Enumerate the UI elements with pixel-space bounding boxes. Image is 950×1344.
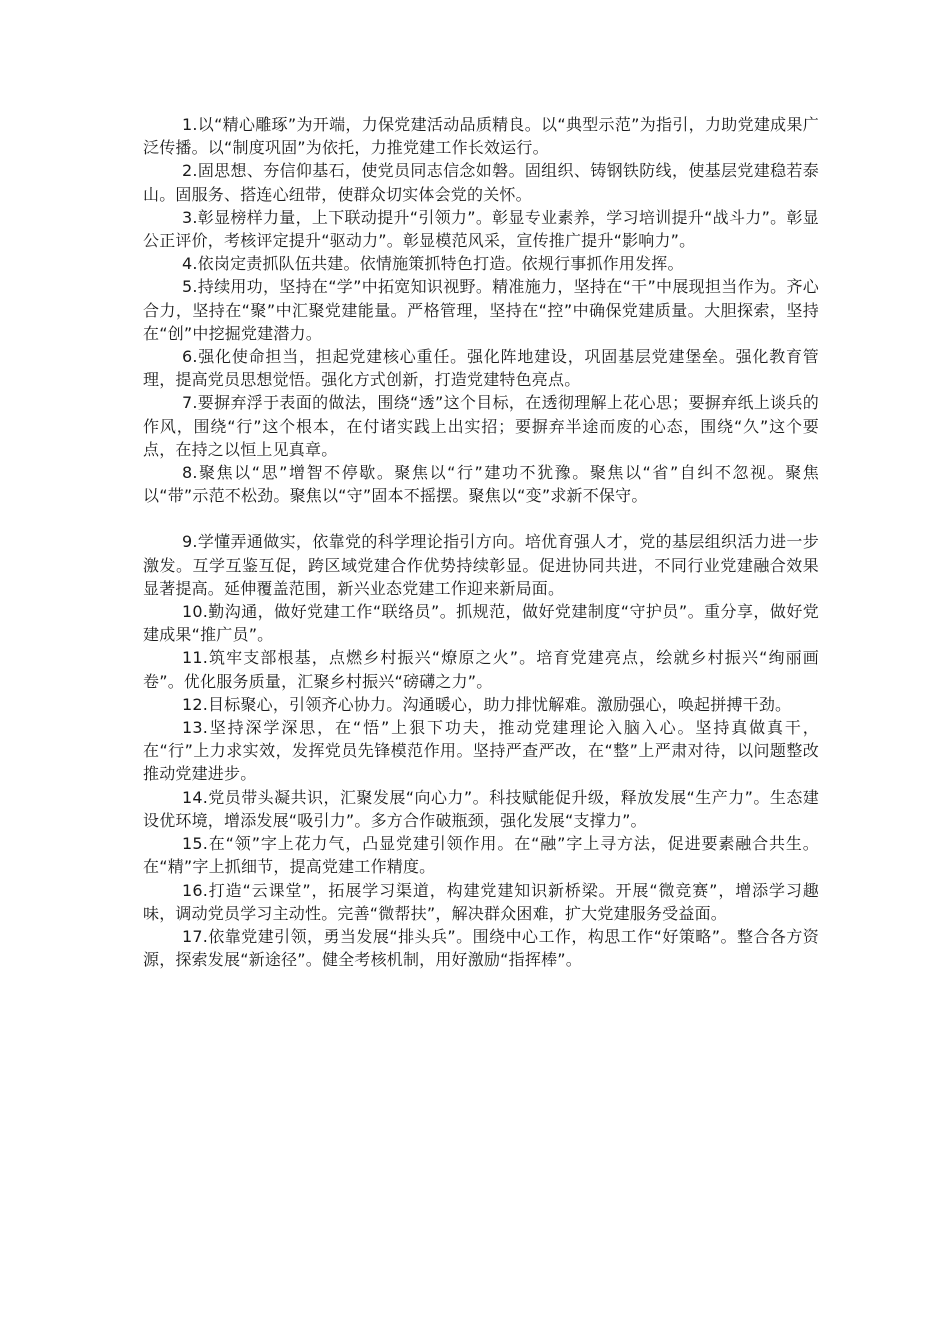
paragraph-4: 4.依岗定责抓队伍共建。依情施策抓特色打造。依规行事抓作用发挥。	[182, 254, 684, 274]
paragraph-3: 3.彰显榜样力量，上下联动提升“引领力”。彰显专业素养，学习培训提升“战斗力”。彰显公正评价，考核评定提升“驱动力”。彰显模范风采，宣传推广提升“影响力”。	[143, 207, 819, 251]
paragraph-1: 1.以“精心雕琢”为开端，力保党建活动品质精良。以“典型示范”为指引，力助党建成果广泛传播。以“制度巩固”为依托，力推党建工作长效运行。	[143, 115, 819, 158]
paragraph-13: 13.坚持深学深思，在“悟”上狠下功夫，推动党建理论入脑入心。坚持真做真干，在“行”上力求实效，发挥党员先锋模范作用。坚持严查严改，在“整”上严肃对待，以问题整改推动党建进步。	[143, 718, 819, 784]
paragraph-16: 16.打造“云课堂”，拓展学习渠道，构建党建知识新桥梁。开展“微竞赛”，增添学习趣味，调动党员学习主动性。完善“微帮扶”，解决群众困难，扩大党建服务受益面。	[143, 880, 819, 923]
paragraph-15: 15.在“领”字上花力气，凸显党建引领作用。在“融”字上寻方法，促进要素融合共生。在“精”字上抓细节，提高党建工作精度。	[143, 834, 819, 877]
paragraph-10: 10.勤沟通，做好党建工作“联络员”。抓规范，做好党建制度“守护员”。重分享，做好党建成果“推广员”。	[143, 602, 819, 645]
paragraph-12: 12.目标聚心，引领齐心协力。沟通暖心，助力排忧解难。激励强心，唤起拼搏干劲。	[182, 694, 792, 714]
paragraph-5: 5.持续用功，坚持在“学”中拓宽知识视野。精准施力，坚持在“干”中展现担当作为。齐心合力，坚持在“聚”中汇聚党建能量。严格管理，坚持在“控”中确保党建质量。大胆探索，坚持在“创”中挖掘党建潜力。	[143, 277, 819, 343]
paragraph-2: 2.固思想、夯信仰基石，使党员同志信念如磐。固组织、铸钢铁防线，使基层党建稳若泰山。固服务、搭连心纽带，使群众切实体会党的关怀。	[143, 161, 819, 204]
document-body	[143, 113, 819, 971]
paragraph-6: 6.强化使命担当，担起党建核心重任。强化阵地建设，巩固基层党建堡垒。强化教育管理，提高党员思想觉悟。强化方式创新，打造党建特色亮点。	[143, 347, 819, 390]
paragraph-7: 7.要摒弃浮于表面的做法，围绕“透”这个目标，在透彻理解上花心思；要摒弃纸上谈兵的作风，围绕“行”这个根本，在付诸实践上出实招；要摒弃半途而废的心态，围绕“久”这个要点，在持之以恒上见真章。	[143, 393, 819, 459]
paragraph-9: 9.学懂弄通做实，依靠党的科学理论指引方向。培优育强人才，党的基层组织活力进一步激发。互学互鉴互促，跨区域党建合作优势持续彰显。促进协同共进，不同行业党建融合效果显著提高。延伸覆盖范围，新兴业态党建工作迎来新局面。	[143, 532, 819, 598]
paragraph-17: 17.依靠党建引领，勇当发展“排头兵”。围绕中心工作，构思工作“好策略”。整合各方资源，探索发展“新途径”。健全考核机制，用好激励“指挥棒”。	[143, 926, 819, 970]
paragraph-11: 11.筑牢支部根基，点燃乡村振兴“燎原之火”。培育党建亮点，绘就乡村振兴“绚丽画卷”。优化服务质量，汇聚乡村振兴“磅礴之力”。	[143, 648, 819, 691]
paragraph-14: 14.党员带头凝共识，汇聚发展“向心力”。科技赋能促升级，释放发展“生产力”。生态建设优环境，增添发展“吸引力”。多方合作破瓶颈，强化发展“支撑力”。	[143, 787, 819, 830]
paragraph-8: 8.聚焦以“思”增智不停歇。聚焦以“行”建功不犹豫。聚焦以“省”自纠不忽视。聚焦以“带”示范不松劲。聚焦以“守”固本不摇摆。聚焦以“变”求新不保守。	[143, 463, 819, 506]
